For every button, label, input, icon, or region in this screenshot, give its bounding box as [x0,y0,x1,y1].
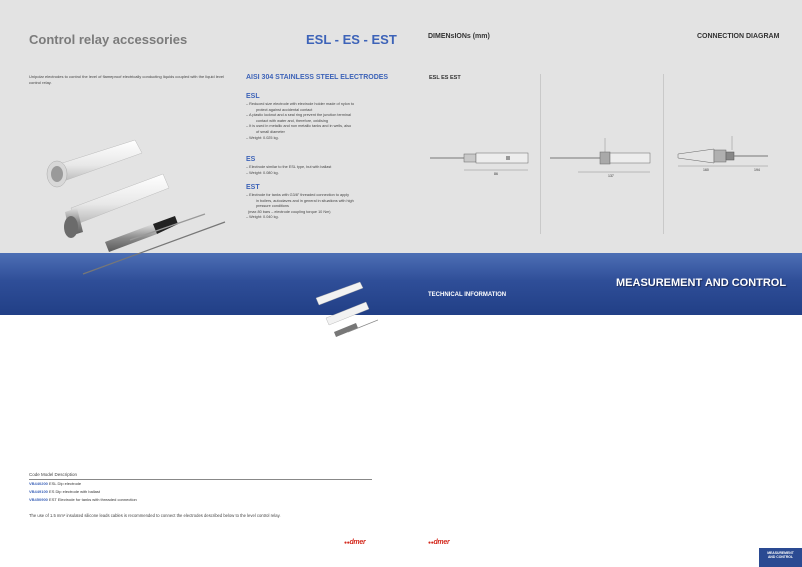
section-title: MEASUREMENT AND CONTROL [616,277,787,289]
est-spec: EST – Electrode for tanks with G3/8" threaded connection to apply in boilers, autoclaves and in general in situations with high pressure conditions (max 80 bars – electrode coupling torque 10 Nm) – Weight: 0.040 kg. [246,183,381,221]
es-title: ES [246,156,256,163]
est-electrode-photo [105,214,205,252]
product-codes: ESL - ES - EST [306,32,397,47]
est-length-label: 160 [703,168,709,172]
product-thumbnail [308,276,378,338]
section-tab: MEASUREMENT AND CONTROL [759,548,802,567]
cable-note: The use of 1.5 mm² insulated silicone leads cables is recommended to connect the electrodes described below to the level control relay. [29,513,281,518]
esl-title: ESL [246,93,260,100]
esl-spec: ESL – Reduced size electrode with electrode holder made of nylon to protect against accidental contact – A plastic locknut and a seal ring prevent the junction terminal contact with water and, therefore, oxidising – It is used in metallic and non metallic tanks and in wells, also of small diameter – Weight: 0.025 kg. [246,92,381,141]
est-title: EST [246,184,260,191]
table-header: Code Model Description [29,472,78,477]
esl-electrode-photo [47,140,142,187]
product-photo [35,132,235,277]
esl-dimension-drawing [428,140,538,178]
est-dimension-drawing [668,132,788,176]
es-length-label: 137 [608,174,614,178]
table-row: VB450900 EST Electrode for tanks with threaded connection [29,497,137,502]
technical-info-label: TECHNICAL INFORMATION [428,292,507,298]
column-divider [663,74,664,234]
est-tip-label: 194 [754,168,760,172]
esl-length-label: 86 [494,172,498,176]
table-row: VB440200 ESL Dip electrode [29,481,82,486]
column-divider [540,74,541,234]
intro-text: Unipolar electrodes to control the level of flameproof electrically conducting liquids coupled with the liquid level control relay. [29,74,224,85]
specs-heading: AISI 304 STAINLESS STEEL ELECTRODES [246,74,389,81]
dimensions-heading: DIMENsIONs (mm) [428,33,490,40]
table-row: VB449100 ES Dip electrode with ballast [29,489,100,494]
es-dimension-drawing [548,134,658,180]
dimensions-label: ESL ES EST [429,75,461,81]
connection-heading: CONNECTION DIAGRAM [697,33,780,40]
es-spec: ES – Electrode similar to the ESL type, but with ballast – Weight: 0.080 kg. [246,155,381,176]
brand-logo: ●●dmer [344,539,366,546]
brand-logo: ●●dmer [428,539,450,546]
page-title: Control relay accessories [29,32,188,47]
table-divider [29,479,372,480]
